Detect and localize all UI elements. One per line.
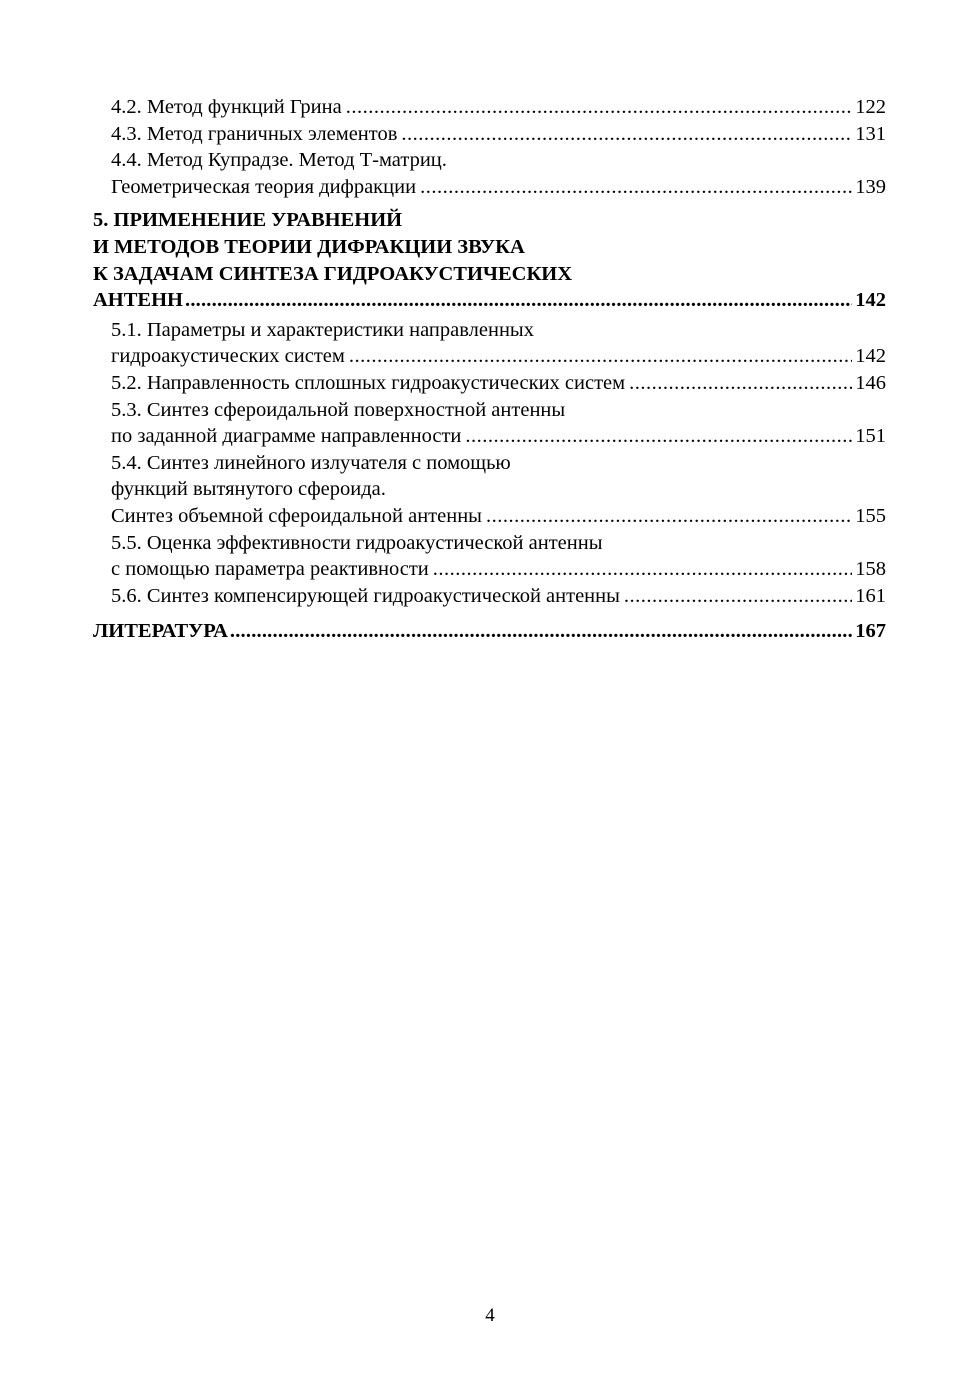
toc-entry-5-2[interactable] [93, 370, 886, 397]
entry-title: 4.2. Метод функций Грина [111, 96, 342, 118]
chapter-page: 142 [855, 289, 886, 312]
entry-title: 5.6. Синтез компенсирующей гидроакустической антенны [111, 584, 620, 607]
entry-title: 5.2. Направленность сплошных гидроакустических систем [111, 371, 626, 394]
entry-page: 122 [855, 96, 886, 118]
entry-title-last-line: Геометрическая теория дифракции [111, 175, 417, 198]
entry-title-last-line: Синтез объемной сфероидальной антенны [111, 504, 482, 527]
toc-entry-5-5[interactable] [93, 530, 886, 583]
literature-title: ЛИТЕРАТУРА [93, 620, 228, 643]
dot-leader [433, 556, 852, 583]
page-number: 4 [485, 1305, 495, 1326]
dot-leader [486, 503, 852, 530]
dot-leader [185, 287, 852, 314]
dot-leader [465, 423, 852, 450]
entry-title-line: 5.3. Синтез сфероидальной поверхностной антенны [111, 398, 566, 421]
entry-page: 158 [855, 558, 886, 581]
dot-leader [346, 94, 853, 121]
entry-page: 161 [855, 584, 886, 607]
entry-page: 131 [855, 122, 886, 145]
toc-literature[interactable] [93, 618, 886, 645]
entry-title-last-line: гидроакустических систем [111, 345, 345, 368]
chapter-title-line: И МЕТОДОВ ТЕОРИИ ДИФРАКЦИИ ЗВУКА [93, 235, 525, 258]
entry-title-line: функций вытянутого сфероида. [111, 478, 386, 501]
entry-title-last-line: по заданной диаграмме направленности [111, 425, 462, 448]
toc-entry-5-1[interactable] [93, 317, 886, 370]
toc-entry-5-3[interactable] [93, 397, 886, 450]
table-of-contents [93, 94, 886, 645]
dot-leader [349, 343, 852, 370]
toc-entry-5-6[interactable] [93, 583, 886, 610]
toc-entry-4-4[interactable] [93, 147, 886, 200]
dot-leader [230, 618, 852, 645]
toc-entry-4-3[interactable] [93, 121, 886, 148]
chapter-title-line: 5. ПРИМЕНЕНИЕ УРАВНЕНИЙ [93, 209, 403, 232]
entry-title-line: 4.4. Метод Купрадзе. Метод Т-матриц. [111, 149, 447, 172]
entry-title-line: 5.5. Оценка эффективности гидроакустической антенны [111, 531, 603, 554]
entry-page: 139 [855, 175, 886, 198]
toc-entry-5-4[interactable] [93, 450, 886, 530]
entry-title-line: 5.1. Параметры и характеристики направленных [111, 318, 534, 341]
literature-page: 167 [855, 620, 886, 643]
entry-title: 4.3. Метод граничных элементов [111, 122, 398, 145]
entry-title-line: 5.4. Синтез линейного излучателя с помощью [111, 451, 511, 474]
chapter-title-last-line: АНТЕНН [93, 289, 183, 312]
entry-page: 142 [855, 345, 886, 368]
dot-leader [401, 121, 852, 148]
entry-title-last-line: с помощью параметра реактивности [111, 558, 429, 581]
dot-leader [629, 370, 852, 397]
chapter-title-line: К ЗАДАЧАМ СИНТЕЗА ГИДРОАКУСТИЧЕСКИХ [93, 262, 573, 285]
toc-entry-4-2[interactable] [93, 94, 886, 121]
entry-page: 155 [855, 504, 886, 527]
dot-leader [624, 583, 852, 610]
toc-chapter-5[interactable] [93, 207, 886, 313]
entry-page: 151 [855, 425, 886, 448]
entry-page: 146 [855, 371, 886, 394]
dot-leader [420, 174, 852, 201]
